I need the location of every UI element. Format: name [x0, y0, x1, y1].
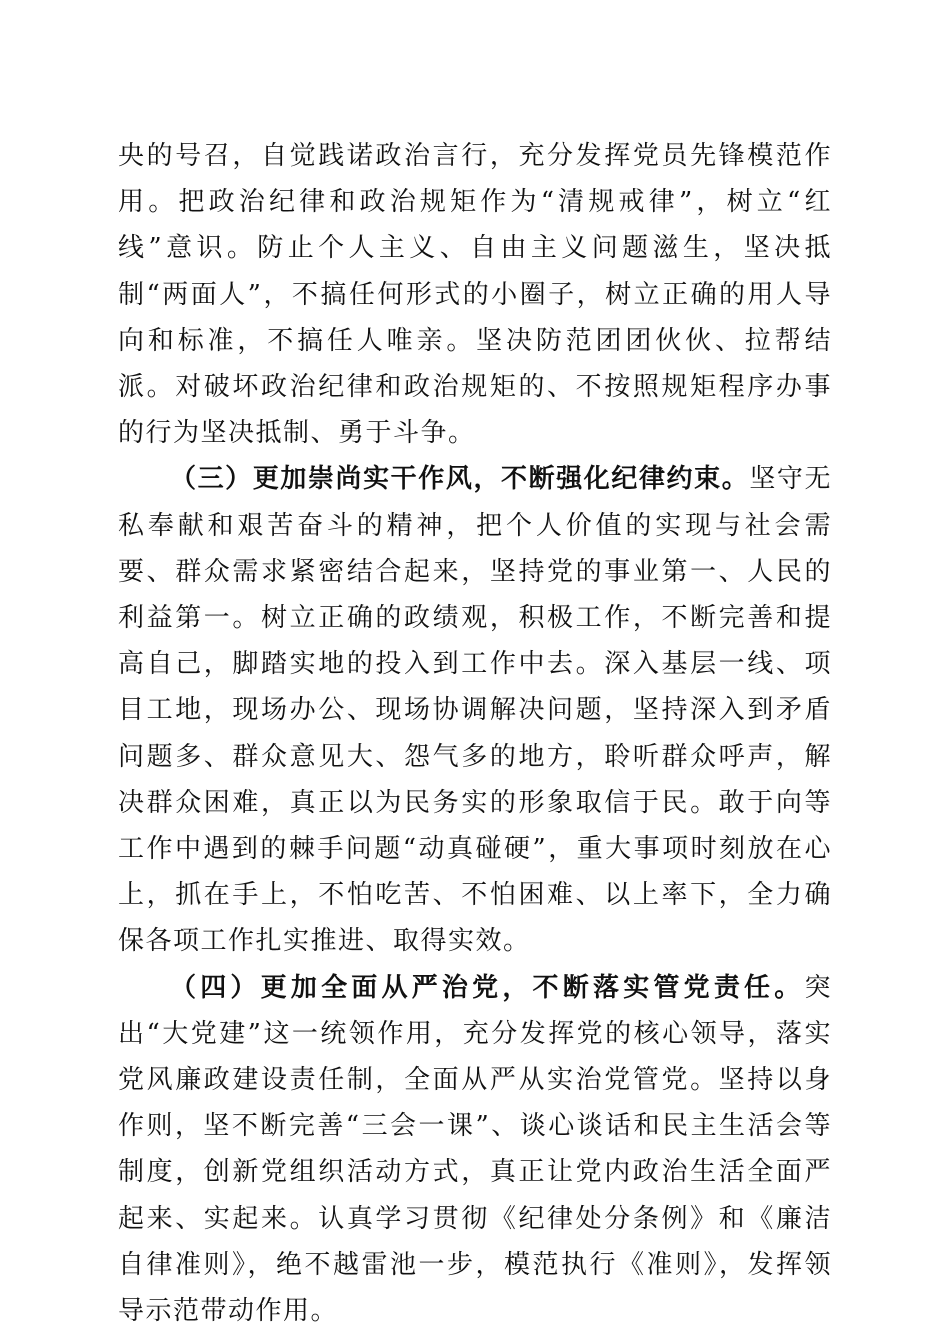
paragraph-text: 央的号召，自觉践诺政治言行，充分发挥党员先锋模范作用。把政治纪律和政治规矩作为“清规戒律”，树立“红线”意识。防止个人主义、自由主义问题滋生，坚决抵制“两面人”，不搞任何形式的小圈子，树立正确的用人导向和标准，不搞任人唯亲。坚决防范团团伙伙、拉帮结派。对破坏政治纪律和政治规矩的、不按照规矩程序办事的行为坚决抵制、勇于斗争。 [118, 141, 832, 449]
section-four-heading: （四）更加全面从严治党，不断落实管党责任。 [170, 972, 805, 1003]
paragraph-section-three [118, 456, 832, 964]
paragraph-continuation [118, 133, 832, 456]
paragraph-text: 突出“大党建”这一统领作用，充分发挥党的核心领导，落实党风廉政建设责任制，全面从严从实治党管党。坚持以身作则，坚不断完善“三会一课”、谈心谈话和民主生活会等制度，创新党组织活动方式，真正让党内政治生活全面严起来、实起来。认真学习贯彻《纪律处分条例》和《廉洁自律准则》，绝不越雷池一步，模范执行《准则》，发挥领导示范带动作用。 [118, 972, 832, 1327]
paragraph-text: 坚守无私奉献和艰苦奋斗的精神，把个人价值的实现与社会需要、群众需求紧密结合起来，坚持党的事业第一、人民的利益第一。树立正确的政绩观，积极工作，不断完善和提高自己，脚踏实地的投入到工作中去。深入基层一线、项目工地，现场办公、现场协调解决问题，坚持深入到矛盾问题多、群众意见大、怨气多的地方，聆听群众呼声，解决群众困难，真正以为民务实的形象取信于民。敢于向等工作中遇到的棘手问题“动真碰硬”，重大事项时刻放在心上，抓在手上，不怕吃苦、不怕困难、以上率下，全力确保各项工作扎实推进、取得实效。 [118, 464, 832, 957]
section-three-heading: （三）更加崇尚实干作风，不断强化纪律约束。 [170, 464, 750, 495]
document-body [118, 133, 832, 1334]
paragraph-section-four [118, 965, 832, 1335]
